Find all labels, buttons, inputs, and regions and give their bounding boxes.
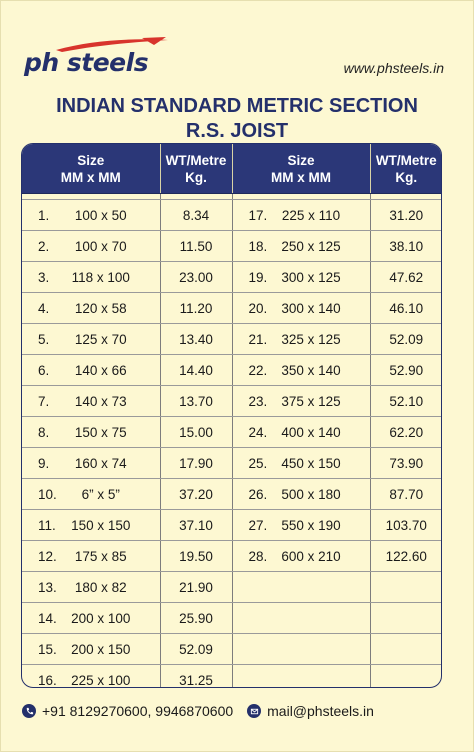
size-value: 150 x 150 — [71, 517, 131, 533]
empty-cell — [232, 572, 370, 603]
table-row — [22, 386, 442, 417]
size-value: 140 x 73 — [74, 393, 127, 409]
right-size-cell — [232, 200, 370, 231]
size-value: 150 x 75 — [74, 424, 127, 440]
empty-cell — [370, 603, 442, 634]
header-size-right: Size MM x MM — [232, 144, 370, 194]
right-size-cell — [232, 262, 370, 293]
title-line-1: INDIAN STANDARD METRIC SECTION — [56, 95, 418, 117]
phone-icon — [22, 704, 36, 718]
size-value: 160 x 74 — [74, 455, 127, 471]
left-weight-cell: 23.00 — [160, 262, 232, 293]
table-row — [22, 603, 442, 634]
table-row — [22, 293, 442, 324]
size-value: 200 x 100 — [71, 610, 131, 626]
row-number: 3. — [38, 269, 50, 285]
row-number: 21. — [248, 331, 268, 347]
size-value: 118 x 100 — [71, 269, 130, 285]
row-number: 27. — [248, 517, 268, 533]
table-row — [22, 448, 442, 479]
right-weight-cell: 87.70 — [370, 479, 442, 510]
row-number: 2. — [38, 238, 50, 254]
row-number: 28. — [248, 548, 268, 564]
right-weight-cell: 52.10 — [370, 386, 442, 417]
right-weight-cell: 52.09 — [370, 324, 442, 355]
row-number: 6. — [38, 362, 50, 378]
table-header-row — [22, 144, 442, 194]
table-row — [22, 200, 442, 231]
right-size-cell — [232, 355, 370, 386]
size-value: 400 x 140 — [281, 424, 341, 440]
table-row — [22, 355, 442, 386]
size-value: 325 x 125 — [281, 331, 341, 347]
left-size-cell — [22, 355, 160, 386]
left-size-cell — [22, 479, 160, 510]
empty-cell — [232, 603, 370, 634]
right-size-cell — [232, 448, 370, 479]
size-value: 225 x 100 — [71, 672, 131, 688]
left-weight-cell: 13.70 — [160, 386, 232, 417]
row-number: 5. — [38, 331, 50, 347]
left-weight-cell: 17.90 — [160, 448, 232, 479]
size-value: 300 x 140 — [281, 300, 341, 316]
phone-numbers[interactable]: +91 8129270600, 9946870600 — [42, 703, 234, 719]
size-value: 6” x 5” — [81, 486, 120, 502]
left-weight-cell: 52.09 — [160, 634, 232, 665]
right-weight-cell: 52.90 — [370, 355, 442, 386]
left-weight-cell: 11.20 — [160, 293, 232, 324]
empty-cell — [232, 665, 370, 689]
left-size-cell — [22, 510, 160, 541]
left-weight-cell: 37.20 — [160, 479, 232, 510]
size-value: 200 x 150 — [71, 641, 131, 657]
size-value: 450 x 150 — [281, 455, 341, 471]
brand-logo: ph steels — [24, 48, 149, 77]
left-size-cell — [22, 324, 160, 355]
left-size-cell — [22, 634, 160, 665]
table-body — [22, 194, 442, 689]
left-size-cell — [22, 293, 160, 324]
website-url[interactable]: www.phsteels.in — [343, 60, 444, 76]
right-weight-cell: 31.20 — [370, 200, 442, 231]
header — [22, 38, 450, 84]
joist-table — [21, 143, 442, 688]
size-value: 350 x 140 — [281, 362, 341, 378]
page-title — [0, 94, 474, 144]
right-weight-cell: 62.20 — [370, 417, 442, 448]
right-weight-cell: 47.62 — [370, 262, 442, 293]
right-weight-cell: 73.90 — [370, 448, 442, 479]
empty-cell — [370, 634, 442, 665]
left-weight-cell: 25.90 — [160, 603, 232, 634]
left-size-cell — [22, 665, 160, 689]
header-size-left: Size MM x MM — [22, 144, 160, 194]
title-line-2: R.S. JOIST — [185, 120, 289, 142]
left-size-cell — [22, 386, 160, 417]
row-number: 24. — [248, 424, 268, 440]
left-size-cell — [22, 231, 160, 262]
right-size-cell — [232, 541, 370, 572]
table-row — [22, 634, 442, 665]
row-number: 14. — [38, 610, 57, 626]
empty-cell — [370, 665, 442, 689]
row-number: 7. — [38, 393, 50, 409]
left-size-cell — [22, 603, 160, 634]
left-weight-cell: 21.90 — [160, 572, 232, 603]
row-number: 26. — [248, 486, 268, 502]
size-value: 550 x 190 — [281, 517, 341, 533]
right-size-cell — [232, 386, 370, 417]
row-number: 22. — [248, 362, 268, 378]
left-size-cell — [22, 448, 160, 479]
left-weight-cell: 13.40 — [160, 324, 232, 355]
row-number: 19. — [248, 269, 268, 285]
right-size-cell — [232, 417, 370, 448]
left-weight-cell: 8.34 — [160, 200, 232, 231]
table-row — [22, 541, 442, 572]
size-value: 100 x 50 — [74, 207, 127, 223]
row-number: 15. — [38, 641, 57, 657]
size-value: 500 x 180 — [281, 486, 341, 502]
row-number: 4. — [38, 300, 50, 316]
row-number: 9. — [38, 455, 50, 471]
table-row — [22, 231, 442, 262]
empty-cell — [232, 634, 370, 665]
row-number: 18. — [248, 238, 268, 254]
row-number: 11. — [38, 517, 56, 533]
left-weight-cell: 15.00 — [160, 417, 232, 448]
row-number: 23. — [248, 393, 268, 409]
size-value: 300 x 125 — [281, 269, 341, 285]
size-value: 100 x 70 — [74, 238, 127, 254]
right-size-cell — [232, 231, 370, 262]
row-number: 1. — [38, 207, 50, 223]
left-size-cell — [22, 262, 160, 293]
right-weight-cell: 46.10 — [370, 293, 442, 324]
mail-icon — [247, 704, 261, 718]
left-weight-cell: 19.50 — [160, 541, 232, 572]
right-size-cell — [232, 324, 370, 355]
right-size-cell — [232, 293, 370, 324]
table-row — [22, 510, 442, 541]
row-number: 20. — [248, 300, 268, 316]
table-row — [22, 417, 442, 448]
size-value: 600 x 210 — [281, 548, 341, 564]
table-row — [22, 665, 442, 689]
table-row — [22, 572, 442, 603]
size-value: 180 x 82 — [74, 579, 127, 595]
row-number: 8. — [38, 424, 50, 440]
size-value: 375 x 125 — [281, 393, 341, 409]
left-weight-cell: 14.40 — [160, 355, 232, 386]
row-number: 25. — [248, 455, 268, 471]
footer-contact — [22, 700, 452, 722]
left-size-cell — [22, 200, 160, 231]
email-address[interactable]: mail@phsteels.in — [267, 703, 374, 719]
left-weight-cell: 11.50 — [160, 231, 232, 262]
row-number: 17. — [248, 207, 268, 223]
left-size-cell — [22, 417, 160, 448]
right-size-cell — [232, 479, 370, 510]
row-number: 12. — [38, 548, 57, 564]
row-number: 13. — [38, 579, 57, 595]
row-number: 16. — [38, 672, 57, 688]
left-size-cell — [22, 541, 160, 572]
table-row — [22, 324, 442, 355]
header-wt-right: WT/Metre Kg. — [370, 144, 442, 194]
empty-cell — [370, 572, 442, 603]
left-weight-cell: 31.25 — [160, 665, 232, 689]
row-number: 10. — [38, 486, 57, 502]
size-value: 140 x 66 — [74, 362, 127, 378]
right-weight-cell: 38.10 — [370, 231, 442, 262]
table-row — [22, 479, 442, 510]
size-value: 250 x 125 — [281, 238, 341, 254]
size-value: 120 x 58 — [74, 300, 127, 316]
right-size-cell — [232, 510, 370, 541]
right-weight-cell: 122.60 — [370, 541, 442, 572]
left-size-cell — [22, 572, 160, 603]
left-weight-cell: 37.10 — [160, 510, 232, 541]
size-value: 225 x 110 — [281, 207, 341, 223]
size-value: 125 x 70 — [74, 331, 127, 347]
header-wt-left: WT/Metre Kg. — [160, 144, 232, 194]
table-row — [22, 262, 442, 293]
size-value: 175 x 85 — [74, 548, 127, 564]
right-weight-cell: 103.70 — [370, 510, 442, 541]
